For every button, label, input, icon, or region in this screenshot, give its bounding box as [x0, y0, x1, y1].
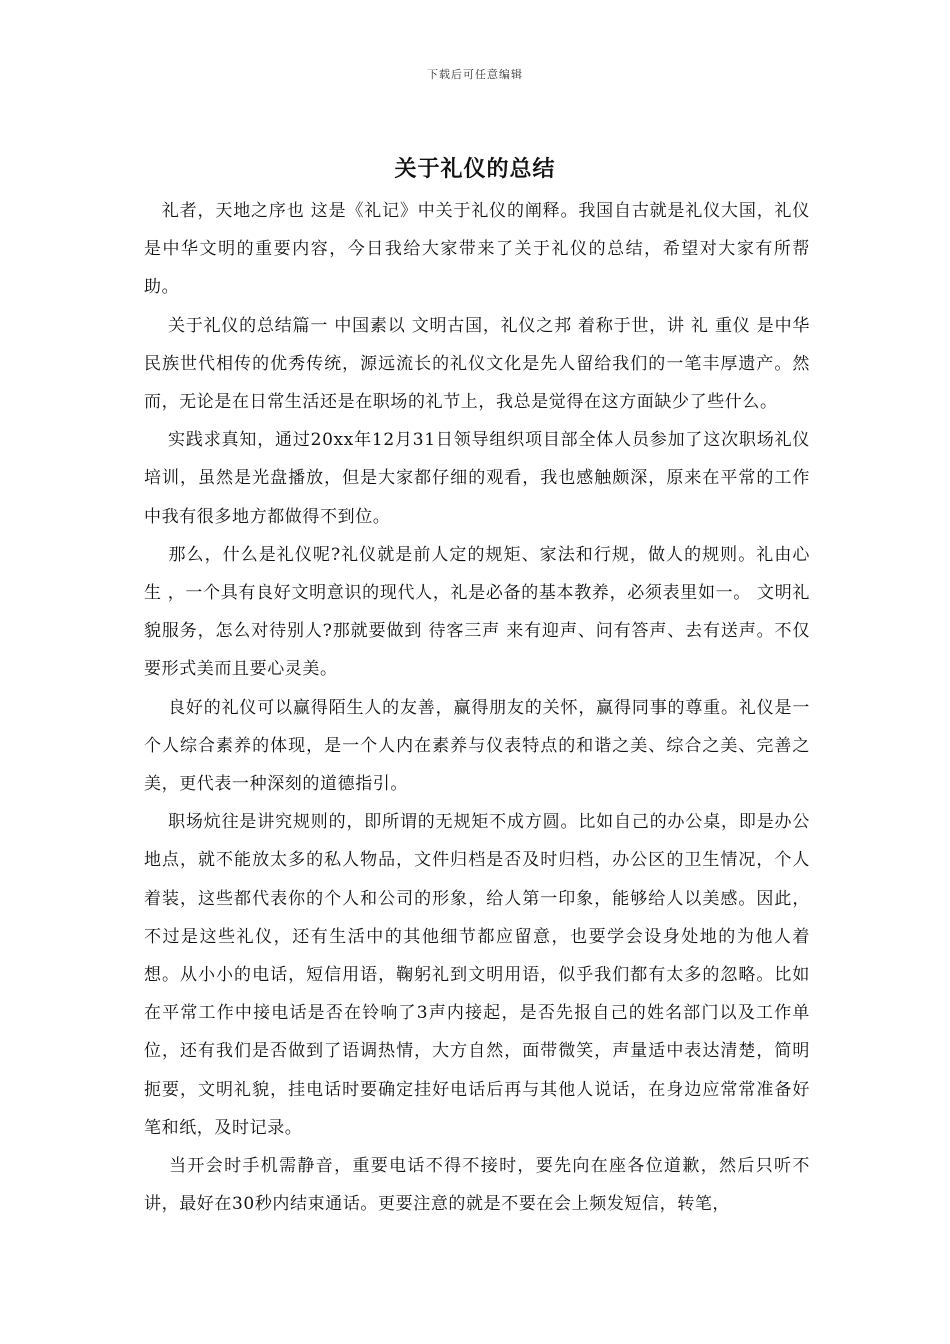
document-body	[144, 192, 810, 1223]
paragraph-1: 礼者，天地之序也 这是《礼记》中关于礼仪的阐释。我国自古就是礼仪大国，礼仪是中华文明的重要内容，今日我给大家带来了关于礼仪的总结，希望对大家有所帮助。	[144, 201, 810, 298]
paragraph-2: 关于礼仪的总结篇一 中国素以 文明古国，礼仪之邦 着称于世，讲 礼 重仪 是中华民族世代相传的优秀传统，源远流长的礼仪文化是先人留给我们的一笔丰厚遗产。然而，无论是在日常生活还是在职场的礼节上，我总是觉得在这方面缺少了些什么。	[144, 315, 810, 413]
paragraph-7: 当开会时手机需静音，重要电话不得不接时，要先向在座各位道歉，然后只听不讲，最好在30秒内结束通话。更要注意的就是不要在会上频发短信，转笔，	[144, 1156, 810, 1215]
paragraph-5: 良好的礼仪可以赢得陌生人的友善，赢得朋友的关怀，赢得同事的尊重。礼仪是一个人综合素养的体现，是一个人内在素养与仪表特点的和谐之美、综合之美、完善之美，更代表一种深刻的道德指引。	[144, 697, 810, 795]
paragraph-6: 职场炕往是讲究规则的，即所谓的无规矩不成方圆。比如自己的办公桌，即是办公地点，就不能放太多的私人物品，文件归档是否及时归档，办公区的卫生情况，个人着装，这些都代表你的个人和公司的形象，给人第一印象，能够给人以美感。因此，不过是这些礼仪，还有生活中的其他细节都应留意，也要学会设身处地的为他人着想。从小小的电话，短信用语，鞠躬礼到文明用语，似乎我们都有太多的忽略。比如在平常工作中接电话是否在铃响了3声内接起，是否先报自己的姓名部门以及工作单位，还有我们是否做到了语调热情，大方自然，面带微笑，声量适中表达清楚，简明扼要，文明礼貌，挂电话时要确定挂好电话后再与其他人说话，在身边应常常准备好笔和纸，及时记录。	[144, 812, 810, 1138]
document-title: 关于礼仪的总结	[394, 157, 556, 182]
paragraph-4: 那么，什么是礼仪呢?礼仪就是前人定的规矩、家法和行规，做人的规则。礼由心生 ，一个具有良好文明意识的现代人，礼是必备的基本教养，必须表里如一。 文明礼貌服务，怎么对待别人?那就要做到 待客三声 来有迎声、问有答声、去有送声。不仅要形式美而且要心灵美。	[144, 544, 810, 680]
header-note: 下载后可任意编辑	[427, 68, 523, 81]
paragraph-3: 实践求真知，通过20xx年12月31日领导组织项目部全体人员参加了这次职场礼仪培训，虽然是光盘播放，但是大家都仔细的观看，我也感触颇深，原来在平常的工作中我有很多地方都做得不到位。	[144, 430, 810, 527]
